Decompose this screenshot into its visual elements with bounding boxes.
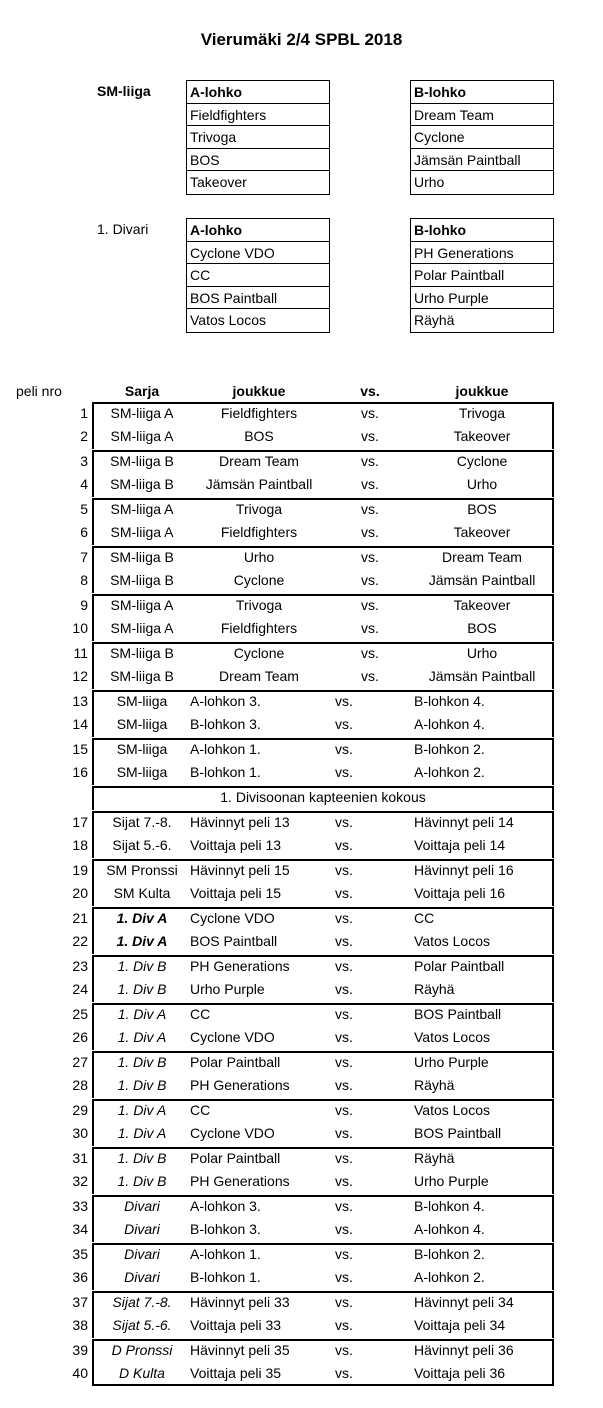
header-team-1: joukkue (232, 383, 286, 399)
game-team-1: Voittaja peli 33 (190, 1317, 282, 1333)
game-vs: vs. (361, 668, 379, 684)
game-vs: vs. (335, 741, 353, 757)
game-team-2: Vatos Locos (414, 1102, 491, 1118)
game-vs: vs. (335, 1077, 353, 1093)
game-vs: vs. (335, 1173, 353, 1189)
game-team-2: BOS Paintball (414, 1006, 502, 1022)
game-team-1: Urho (243, 549, 275, 565)
game-number: 24 (72, 981, 88, 997)
game-number: 32 (72, 1173, 88, 1189)
group-header: B-lohko (411, 219, 553, 242)
game-number: 22 (72, 933, 88, 949)
game-team-2: B-lohkon 2. (414, 1246, 485, 1262)
group-team: CC (187, 264, 329, 287)
game-number: 19 (72, 862, 88, 878)
game-team-1: A-lohkon 1. (190, 741, 261, 757)
sm-liiga-a-lohko-box (186, 80, 330, 195)
game-number: 35 (72, 1246, 88, 1262)
game-team-2: Trivoga (458, 405, 506, 421)
game-team-1: A-lohkon 1. (190, 1246, 261, 1262)
game-series: SM-liiga B (110, 549, 174, 565)
game-vs: vs. (335, 716, 353, 732)
game-number: 33 (72, 1198, 88, 1214)
game-vs: vs. (335, 814, 353, 830)
game-team-1: Fieldfighters (220, 405, 298, 421)
game-series: SM-liiga (116, 764, 168, 780)
game-number: 10 (72, 620, 88, 636)
game-series: 1. Div A (117, 1102, 167, 1118)
game-series: SM Pronssi (106, 862, 178, 878)
game-team-1: Dream Team (219, 453, 299, 469)
game-series: 1. Div A (116, 910, 168, 926)
game-number: 23 (72, 958, 88, 974)
game-vs: vs. (361, 549, 379, 565)
game-team-1: Trivoga (235, 501, 283, 517)
game-vs: vs. (335, 1125, 353, 1141)
sm-liiga-label: SM-liiga (97, 83, 151, 99)
game-team-1: Hävinnyt peli 33 (190, 1294, 290, 1310)
game-series: SM-liiga A (110, 524, 174, 540)
game-team-2: A-lohkon 4. (414, 1221, 485, 1237)
game-team-2: Jämsän Paintball (428, 572, 536, 588)
game-team-2: BOS (467, 501, 497, 517)
game-number: 31 (72, 1150, 88, 1166)
game-vs: vs. (361, 620, 379, 636)
game-series: SM-liiga B (110, 572, 174, 588)
group-team: Räyhä (414, 312, 455, 328)
game-team-2: Dream Team (442, 549, 522, 565)
game-team-1: Voittaja peli 15 (190, 885, 282, 901)
game-vs: vs. (335, 764, 353, 780)
game-vs: vs. (335, 1102, 353, 1118)
game-number: 28 (72, 1077, 88, 1093)
game-number: 21 (72, 910, 88, 926)
game-series: SM-liiga A (110, 597, 174, 613)
game-vs: vs. (335, 1246, 353, 1262)
game-team-2: Polar Paintball (414, 958, 505, 974)
game-series: 1. Div A (117, 1006, 167, 1022)
game-number: 25 (72, 1006, 88, 1022)
game-team-2: A-lohkon 4. (414, 716, 485, 732)
game-number: 38 (72, 1317, 88, 1333)
game-team-1: Cyclone VDO (190, 1125, 275, 1141)
game-team-2: Hävinnyt peli 16 (414, 862, 514, 878)
game-vs: vs. (361, 597, 379, 613)
game-vs: vs. (361, 405, 379, 421)
game-number: 2 (80, 428, 88, 444)
header-team-2: joukkue (455, 383, 509, 399)
game-vs: vs. (361, 645, 379, 661)
game-team-2: Räyhä (414, 1077, 455, 1093)
game-number: 9 (80, 597, 88, 613)
game-vs: vs. (335, 1029, 353, 1045)
game-vs: vs. (335, 862, 353, 878)
game-series: SM-liiga A (110, 405, 174, 421)
game-number: 1 (80, 405, 88, 421)
game-series: D Kulta (119, 1365, 165, 1381)
game-vs: vs. (335, 1365, 353, 1381)
game-series: 1. Div A (117, 1125, 167, 1141)
game-team-1: Cyclone (233, 645, 285, 661)
game-team-2: Räyhä (414, 1150, 455, 1166)
game-vs: vs. (361, 524, 379, 540)
game-team-2: CC (414, 910, 435, 926)
group-header: A-lohko (187, 219, 329, 242)
group-team: BOS (187, 149, 329, 172)
game-team-1: BOS Paintball (190, 933, 278, 949)
game-number: 13 (72, 693, 88, 709)
group-header: B-lohko (411, 81, 553, 104)
divari-label: 1. Divari (97, 221, 149, 237)
game-vs: vs. (335, 885, 353, 901)
game-team-2: A-lohkon 2. (414, 1269, 485, 1285)
game-team-1: Polar Paintball (190, 1054, 281, 1070)
game-vs: vs. (335, 693, 353, 709)
game-series: 1. Div B (117, 1054, 167, 1070)
game-team-1: Dream Team (219, 668, 299, 684)
header-vs: vs. (360, 383, 380, 399)
game-series: Sijat 5.-6. (112, 1317, 172, 1333)
game-series: SM-liiga B (110, 668, 174, 684)
game-series: SM-liiga (116, 741, 168, 757)
group-team: Polar Paintball (411, 264, 553, 287)
game-series: 1. Div B (117, 1173, 167, 1189)
group-team: Fieldfighters (187, 104, 329, 127)
game-team-1: B-lohkon 1. (190, 1269, 261, 1285)
game-team-2: BOS (467, 620, 497, 636)
game-team-1: Hävinnyt peli 15 (190, 862, 290, 878)
game-team-1: Fieldfighters (220, 524, 298, 540)
game-number: 7 (80, 549, 88, 565)
game-vs: vs. (335, 958, 353, 974)
game-series: Sijat 7.-8. (112, 1294, 172, 1310)
game-series: 1. Div A (117, 1029, 167, 1045)
game-vs: vs. (361, 428, 379, 444)
game-number: 39 (72, 1342, 88, 1358)
group-team: Urho Purple (411, 287, 553, 310)
group-team: Takeover (190, 174, 247, 190)
game-series: 1. Div A (116, 933, 168, 949)
group-team: Urho (414, 174, 445, 190)
game-team-2: Hävinnyt peli 34 (414, 1294, 514, 1310)
group-team: BOS Paintball (187, 287, 329, 310)
game-number: 37 (72, 1294, 88, 1310)
game-series: SM-liiga (116, 716, 168, 732)
game-team-1: Hävinnyt peli 35 (190, 1342, 290, 1358)
divari-b-lohko-box (410, 218, 554, 333)
group-header: A-lohko (187, 81, 329, 104)
game-number: 17 (72, 814, 88, 830)
game-number: 34 (72, 1221, 88, 1237)
game-team-1: Hävinnyt peli 13 (190, 814, 290, 830)
sm-liiga-b-lohko-box (410, 80, 554, 195)
group-team: Jämsän Paintball (411, 149, 553, 172)
game-team-1: Cyclone VDO (190, 1029, 275, 1045)
game-team-1: Voittaja peli 13 (190, 837, 282, 853)
page-title: Vierumäki 2/4 SPBL 2018 (200, 30, 403, 49)
game-team-2: Hävinnyt peli 36 (414, 1342, 514, 1358)
game-vs: vs. (335, 837, 353, 853)
game-series: Divari (124, 1221, 160, 1237)
header-game-number: peli nro (16, 383, 62, 399)
game-vs: vs. (335, 1006, 353, 1022)
game-series: Divari (124, 1269, 160, 1285)
game-vs: vs. (335, 1342, 353, 1358)
game-vs: vs. (335, 1198, 353, 1214)
game-number: 3 (80, 453, 88, 469)
group-team: Vatos Locos (190, 312, 267, 328)
game-series: 1. Div B (117, 981, 167, 997)
game-team-1: Cyclone (233, 572, 285, 588)
game-series: SM Kulta (113, 885, 171, 901)
game-team-2: BOS Paintball (414, 1125, 502, 1141)
group-team: Cyclone (411, 126, 553, 149)
game-team-1: Fieldfighters (220, 620, 298, 636)
game-team-1: CC (190, 1102, 211, 1118)
game-team-2: A-lohkon 2. (414, 764, 485, 780)
game-number: 5 (80, 501, 88, 517)
game-team-2: Vatos Locos (414, 1029, 491, 1045)
game-team-1: B-lohkon 3. (190, 716, 261, 732)
game-team-1: A-lohkon 3. (190, 1198, 261, 1214)
game-number: 16 (72, 764, 88, 780)
game-team-1: Jämsän Paintball (205, 476, 313, 492)
game-number: 18 (72, 837, 88, 853)
game-team-2: B-lohkon 4. (414, 693, 485, 709)
game-vs: vs. (335, 1150, 353, 1166)
game-number: 29 (72, 1102, 88, 1118)
game-number: 8 (80, 572, 88, 588)
game-series: Divari (124, 1246, 160, 1262)
game-series: 1. Div B (117, 1150, 167, 1166)
header-series: Sarja (124, 383, 160, 399)
game-team-1: Cyclone VDO (190, 910, 275, 926)
game-series: SM-liiga (116, 693, 168, 709)
game-series: 1. Div B (117, 958, 167, 974)
game-series: SM-liiga A (110, 620, 174, 636)
game-series: SM-liiga B (110, 645, 174, 661)
game-number: 11 (73, 645, 88, 661)
game-team-2: Takeover (453, 597, 511, 613)
game-team-2: Vatos Locos (414, 933, 491, 949)
group-team: Cyclone VDO (187, 242, 329, 265)
game-series: Divari (124, 1198, 160, 1214)
game-team-1: Voittaja peli 35 (190, 1365, 282, 1381)
game-number: 12 (72, 668, 88, 684)
game-vs: vs. (335, 933, 353, 949)
game-series: D Pronssi (111, 1342, 173, 1358)
game-team-2: Takeover (453, 524, 511, 540)
game-team-2: Voittaja peli 16 (414, 885, 506, 901)
game-team-1: CC (190, 1006, 211, 1022)
game-team-1: Urho Purple (190, 981, 265, 997)
game-team-2: Urho Purple (414, 1173, 489, 1189)
game-team-1: A-lohkon 3. (190, 693, 261, 709)
game-number: 4 (80, 476, 88, 492)
game-series: Sijat 7.-8. (112, 814, 172, 830)
game-series: SM-liiga B (110, 453, 174, 469)
game-team-1: Trivoga (235, 597, 283, 613)
game-team-2: Hävinnyt peli 14 (414, 814, 514, 830)
game-series: Sijat 5.-6. (112, 837, 172, 853)
game-number: 15 (72, 741, 88, 757)
game-series: SM-liiga A (110, 501, 174, 517)
game-number: 27 (72, 1054, 88, 1070)
game-number: 26 (72, 1029, 88, 1045)
game-team-2: Voittaja peli 14 (414, 837, 506, 853)
game-vs: vs. (361, 476, 379, 492)
game-vs: vs. (335, 1294, 353, 1310)
game-series: SM-liiga A (110, 428, 174, 444)
group-team: PH Generations (411, 242, 553, 265)
divari-a-lohko-box (186, 218, 330, 333)
game-team-2: Voittaja peli 36 (414, 1365, 506, 1381)
game-team-2: Räyhä (414, 981, 455, 997)
game-team-2: Urho (466, 645, 498, 661)
game-team-1: B-lohkon 1. (190, 764, 261, 780)
game-series: SM-liiga B (110, 476, 174, 492)
captains-meeting-note: 1. Divisoonan kapteenien kokous (220, 789, 426, 805)
game-number: 6 (80, 524, 88, 540)
group-team: Dream Team (411, 104, 553, 127)
game-team-2: Urho (466, 476, 498, 492)
game-vs: vs. (361, 501, 379, 517)
game-vs: vs. (335, 981, 353, 997)
game-vs: vs. (335, 1317, 353, 1333)
game-vs: vs. (335, 1054, 353, 1070)
game-vs: vs. (361, 572, 379, 588)
game-team-1: BOS (244, 428, 274, 444)
game-number: 14 (72, 716, 88, 732)
game-team-1: PH Generations (190, 1173, 290, 1189)
game-number: 20 (72, 885, 88, 901)
game-vs: vs. (335, 1221, 353, 1237)
game-team-2: Cyclone (456, 453, 508, 469)
game-team-1: PH Generations (190, 1077, 290, 1093)
game-number: 30 (72, 1125, 88, 1141)
game-team-2: B-lohkon 2. (414, 741, 485, 757)
game-series: 1. Div B (117, 1077, 167, 1093)
game-team-2: Urho Purple (414, 1054, 489, 1070)
game-vs: vs. (335, 1269, 353, 1285)
game-team-2: Jämsän Paintball (428, 668, 536, 684)
game-team-2: B-lohkon 4. (414, 1198, 485, 1214)
game-number: 36 (72, 1269, 88, 1285)
game-number: 40 (72, 1365, 88, 1381)
game-vs: vs. (335, 910, 353, 926)
game-team-1: PH Generations (190, 958, 290, 974)
game-team-1: Polar Paintball (190, 1150, 281, 1166)
game-team-2: Voittaja peli 34 (414, 1317, 506, 1333)
game-vs: vs. (361, 453, 379, 469)
game-team-1: B-lohkon 3. (190, 1221, 261, 1237)
group-team: Trivoga (187, 126, 329, 149)
game-team-2: Takeover (453, 428, 511, 444)
